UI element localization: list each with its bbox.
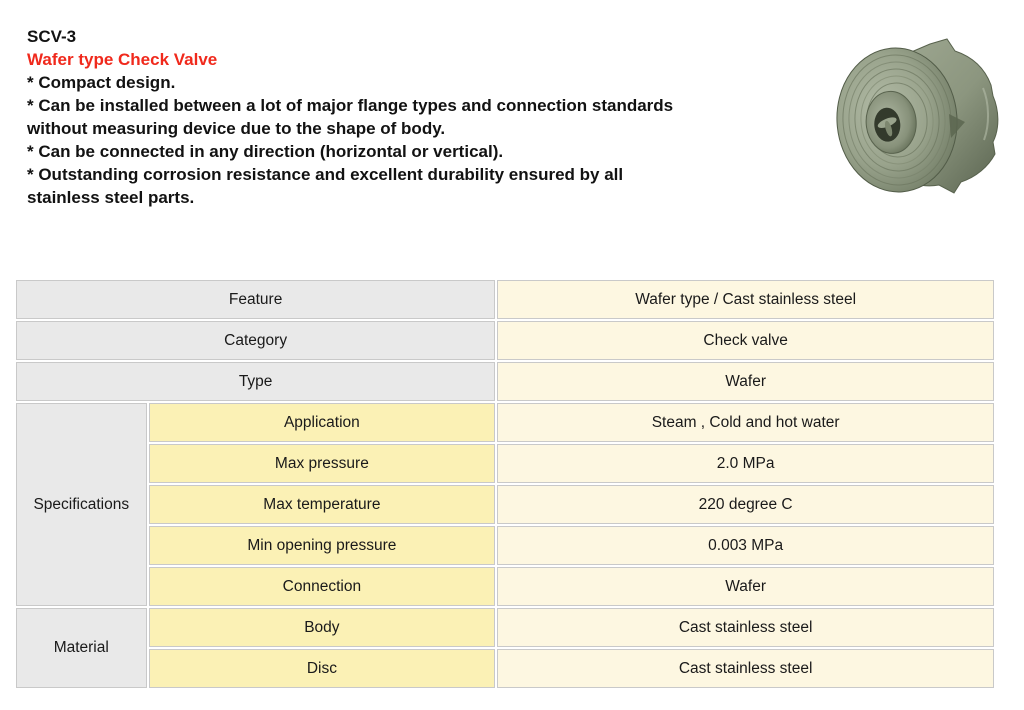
- row-value-cell: Wafer type / Cast stainless steel: [497, 280, 994, 319]
- valve-photo: [833, 34, 1005, 196]
- row-value-cell: 220 degree C: [497, 485, 994, 524]
- group-label-cell: Specifications: [16, 403, 147, 606]
- feature-item: * Compact design.: [27, 73, 176, 92]
- table-row: [16, 608, 994, 647]
- table-row: [16, 280, 994, 319]
- row-value-cell: Wafer: [497, 362, 994, 401]
- row-value-cell: Check valve: [497, 321, 994, 360]
- subrow-name-cell: Disc: [149, 649, 496, 688]
- page-title: SCV-3: [27, 27, 77, 46]
- table-row: [16, 403, 994, 442]
- table-row: [16, 485, 994, 524]
- row-value-cell: 2.0 MPa: [497, 444, 994, 483]
- subrow-name-cell: Min opening pressure: [149, 526, 496, 565]
- table-row: [16, 362, 994, 401]
- table-row: [16, 649, 994, 688]
- row-value-cell: 0.003 MPa: [497, 526, 994, 565]
- product-intro: [27, 25, 689, 209]
- table-row: [16, 567, 994, 606]
- row-label-cell: Category: [16, 321, 495, 360]
- feature-item: * Can be connected in any direction (horizontal or vertical).: [27, 142, 504, 161]
- subrow-name-cell: Body: [149, 608, 496, 647]
- subrow-name-cell: Connection: [149, 567, 496, 606]
- table-row: [16, 526, 994, 565]
- subrow-name-cell: Application: [149, 403, 496, 442]
- table-row: [16, 444, 994, 483]
- spec-table: [14, 278, 996, 690]
- feature-item: * Can be installed between a lot of major flange types and connection standards without measuring device due to the shape of body.: [27, 96, 674, 138]
- row-value-cell: Steam , Cold and hot water: [497, 403, 994, 442]
- group-label-cell: Material: [16, 608, 147, 688]
- row-value-cell: Wafer: [497, 567, 994, 606]
- row-value-cell: Cast stainless steel: [497, 608, 994, 647]
- row-label-cell: Type: [16, 362, 495, 401]
- row-value-cell: Cast stainless steel: [497, 649, 994, 688]
- table-row: [16, 321, 994, 360]
- feature-list: [27, 71, 689, 209]
- feature-item: * Outstanding corrosion resistance and excellent durability ensured by all stainless steel parts.: [27, 165, 624, 207]
- subrow-name-cell: Max pressure: [149, 444, 496, 483]
- subrow-name-cell: Max temperature: [149, 485, 496, 524]
- row-label-cell: Feature: [16, 280, 495, 319]
- product-subtitle: Wafer type Check Valve: [27, 50, 218, 69]
